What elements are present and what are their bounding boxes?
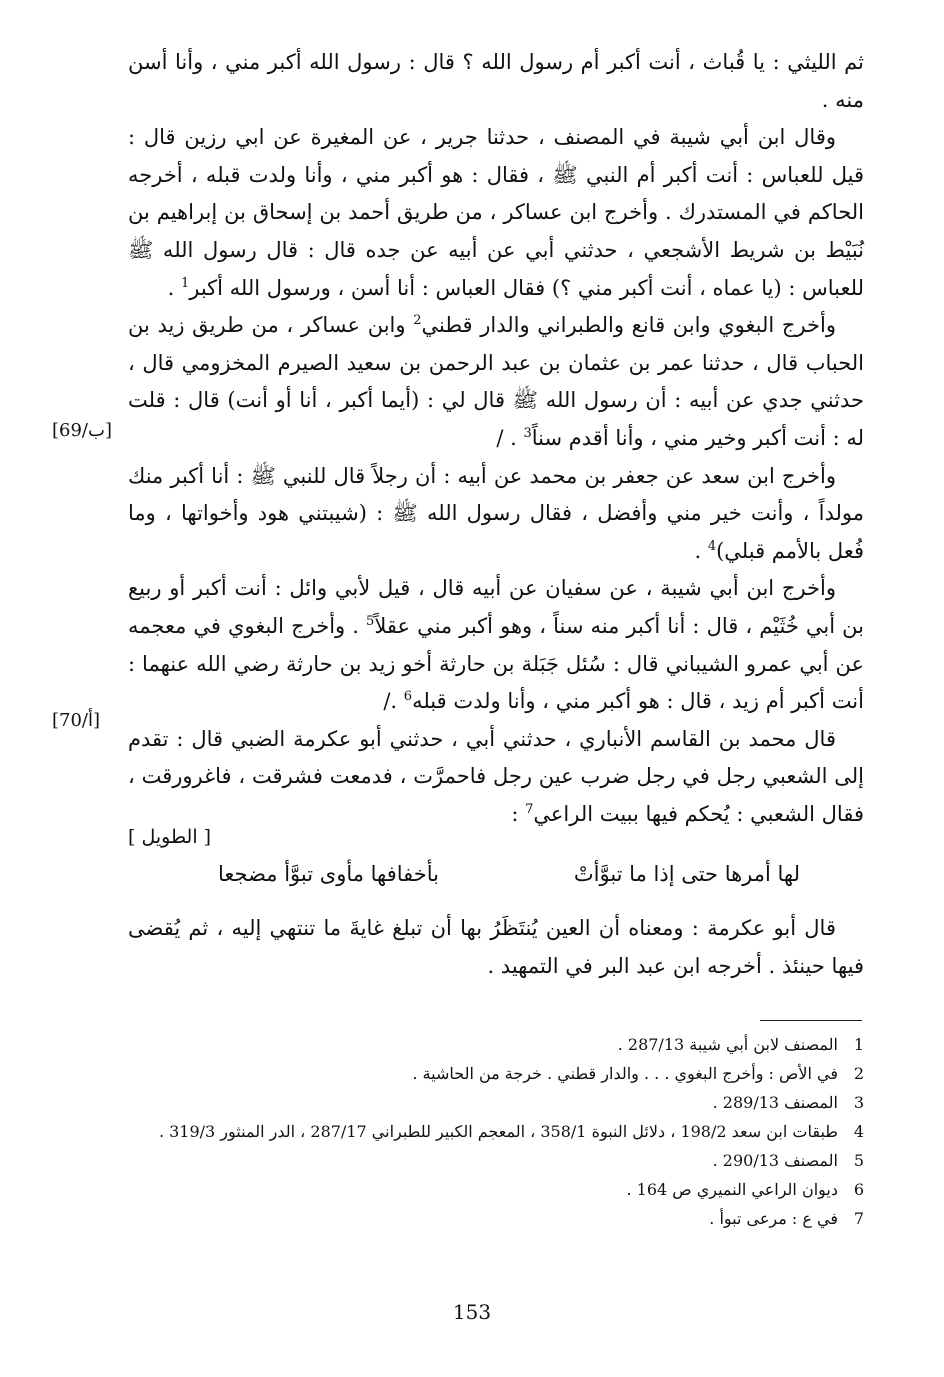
footnote-text: في ع : مرعى تبوأ .: [709, 1209, 838, 1228]
footnote-number: 4: [853, 1122, 864, 1141]
text-line: وأخرج البغوي وابن قانع والطبراني والدار قطني: [421, 313, 836, 338]
footnote-text: طبقات ابن سعد 198/2 ، دلائل النبوة 358/1 ، المعجم الكبير للطبراني 287/17 ، الدر المنثور 319/3 .: [158, 1122, 838, 1141]
text-line: . وأخرج البغوي في معجمه عن أبي عمرو الشيباني قال : سُئل جَبَلة بن حارثة أخو زيد بن حارثة رضي الله عنهما : أنت أكبر أم زيد ، قال : هو أكبر مني ، وأنا ولدت قبله: [128, 613, 864, 714]
paragraph: وأخرج ابن أبي شيبة ، عن سفيان عن أبيه قال ، قيل لأبي وائل : أنت أكبر أو ربيع بن أبي خُثَيْم ، قال : أنا أكبر منه سناً ، وهو أكبر مني عقلاً$^5$ . وأخرج البغوي في معجمه عن أبي عمرو الشيباني قال : سُئل جَبَلة بن حارثة أخو زيد بن حارثة رضي الله عنهما : أنت أكبر أم زيد ، قال : هو أكبر مني ، وأنا ولدت قبله$^6$ ./: [128, 576, 864, 714]
footnote-text: في الأص : وأخرج البغوي . . . والدار قطني . خرجة من الحاشية .: [412, 1064, 838, 1083]
footnote-mark: 5: [366, 613, 375, 629]
manuscript-marker: [69/ب]: [52, 420, 112, 441]
footnote-number: 1: [853, 1035, 864, 1054]
manuscript-marker: [70/أ]: [52, 710, 101, 731]
verse-hemistich-first: لها أمرها حتى إذا ما تبوَّأتْ: [573, 862, 800, 886]
footnote-item: [120, 1030, 864, 1059]
paragraph: قال أبو عكرمة : ومعناه أن العين يُنتَظَرُ بها أن تبلغ غايةَ ما تنتهي إليه ، ثم يُقضى فيها حينئذ . أخرجه ابن عبد البر في التمهيد .: [128, 916, 864, 978]
paragraph: قال محمد بن القاسم الأنباري ، حدثني أبي ، حدثني أبو عكرمة الضبي قال : تقدم إلى الشعبي رجل في رجل ضرب عين رجل فاحمرَّت ، فدمعت فشرقت ، فاغرورقت ، فقال الشعبي : يُحكم فيها ببيت الراعي$^7$ :: [128, 726, 864, 826]
footnote-mark: 6: [403, 689, 413, 705]
footnote-number: 7: [853, 1209, 864, 1228]
paragraph: وقال ابن أبي شيبة في المصنف ، حدثنا جرير ، عن المغيرة عن ابي رزين قال : قيل للعباس : أنت أكبر أم النبي ﷺ ، فقال : هو أكبر مني ، وأنا ولدت قبله ، أخرجه الحاكم في المستدرك . وأخرج ابن عساكر ، من طريق أحمد بن إسحاق بن إبراهيم بن نُبَيْط بن شريط الأشجعي ، حدثني أبي عن أبيه عن جده قال : قال رسول الله ﷺ للعباس : (يا عماه ، أنت أكبر مني ؟) فقال العباس : أنا أسن ، ورسول الله أكبر$^1$ .: [128, 125, 864, 300]
text-line: وابن عساكر ، من طريق زيد بن الحباب قال ، حدثنا عمر بن عثمان بن عبد الرحمن بن سعيد الصيرم المخزومي قال ، حدثني جدي عن أبيه : أن رسول الله ﷺ قال لي : (أيما أكبر ، أنا أو أنت) قال : قلت له : أنت أكبر وخير مني ، وأنا أقدم سناً: [128, 313, 864, 450]
footnote-item: [120, 1204, 864, 1233]
paragraph: وأخرج البغوي وابن قانع والطبراني والدار قطني$^2$ وابن عساكر ، من طريق زيد بن الحباب قال ، حدثنا عمر بن عثمان بن عبد الرحمن بن سعيد الصيرم المخزومي قال ، حدثني جدي عن أبيه : أن رسول الله ﷺ قال لي : (أيما أكبر ، أنا أو أنت) قال : قلت له : أنت أكبر وخير مني ، وأنا أقدم سناً$^3$ . /: [128, 313, 864, 450]
footnote-item: [120, 1175, 864, 1204]
footnote-text: المصنف 290/13 .: [712, 1151, 838, 1170]
footnote-mark: 3: [523, 425, 532, 441]
footnote-item: [120, 1059, 864, 1088]
main-text: [128, 44, 864, 833]
footnote-text: ديوان الراعي النميري ص 164 .: [626, 1180, 838, 1199]
footnote-item: [120, 1117, 864, 1146]
verse-line: [218, 862, 800, 886]
footnote-text: المصنف 289/13 .: [712, 1093, 838, 1112]
footnote-mark: 7: [525, 801, 534, 817]
footnote-item: [120, 1088, 864, 1117]
poetic-meter-label: [ الطويل ]: [128, 826, 212, 848]
footnote-mark: 2: [413, 313, 422, 329]
text-line: وقال ابن أبي شيبة في المصنف ، حدثنا جرير ، عن المغيرة عن ابي رزين قال : قيل للعباس : أنت أكبر أم النبي ﷺ ، فقال : هو أكبر مني ، وأنا ولدت قبله ، أخرجه الحاكم في المستدرك . وأخرج ابن عساكر ، من طريق أحمد بن إسحاق بن إبراهيم بن نُبَيْط بن شريط الأشجعي ، حدثني أبي عن أبيه عن جده قال : قال رسول الله ﷺ للعباس : (يا عماه ، أنت أكبر مني ؟) فقال العباس : أنا أسن ، ورسول الله أكبر: [128, 125, 864, 300]
footnote-number: 6: [853, 1180, 864, 1199]
paragraph: [128, 44, 864, 119]
text-line: ثم الليثي : يا قُباث ، أنت أكبر أم رسول الله ؟ قال : رسول الله أكبر مني ، وأنا أسن منه .: [128, 50, 864, 112]
footnote-separator: [760, 1020, 862, 1021]
footnote-text: المصنف لابن أبي شيبة 287/13 .: [617, 1035, 838, 1054]
text-line: وأخرج ابن أبي شيبة ، عن سفيان عن أبيه قال ، قيل لأبي وائل : أنت أكبر أو ربيع بن أبي خُثَيْم ، قال : أنا أكبر منه سناً ، وهو أكبر مني عقلاً: [128, 576, 864, 638]
footnote-mark: 1: [180, 275, 190, 291]
footnote-mark: 4: [707, 538, 717, 554]
paragraph: وأخرج ابن سعد عن جعفر بن محمد عن أبيه : أن رجلاً قال للنبي ﷺ : أنا أكبر منك مولداً ، وأنت خير مني وأفضل ، فقال رسول الله ﷺ : (شيبتني هود وأخواتها ، وما فُعل بالأمم قبلي)$^4$ .: [128, 463, 864, 563]
closing-paragraph: [128, 910, 864, 985]
footnote-number: 2: [853, 1064, 864, 1083]
verse-hemistich-second: بأخفافها مأوى تبوَّأ مضجعا: [218, 862, 440, 886]
footnote-item: [120, 1146, 864, 1175]
page-number: 153: [452, 1300, 492, 1324]
text-line: قال محمد بن القاسم الأنباري ، حدثني أبي ، حدثني أبو عكرمة الضبي قال : تقدم إلى الشعبي رجل في رجل ضرب عين رجل فاحمرَّت ، فدمعت فشرقت ، فاغرورقت ، فقال الشعبي : يُحكم فيها ببيت الراعي: [128, 726, 864, 826]
footnote-number: 3: [853, 1093, 864, 1112]
footnotes: [120, 1030, 864, 1233]
text-line: وأخرج ابن سعد عن جعفر بن محمد عن أبيه : أن رجلاً قال للنبي ﷺ : أنا أكبر منك مولداً ، وأنت خير مني وأفضل ، فقال رسول الله ﷺ : (شيبتني هود وأخواتها ، وما فُعل بالأمم قبلي): [128, 463, 864, 563]
footnote-number: 5: [853, 1151, 864, 1170]
